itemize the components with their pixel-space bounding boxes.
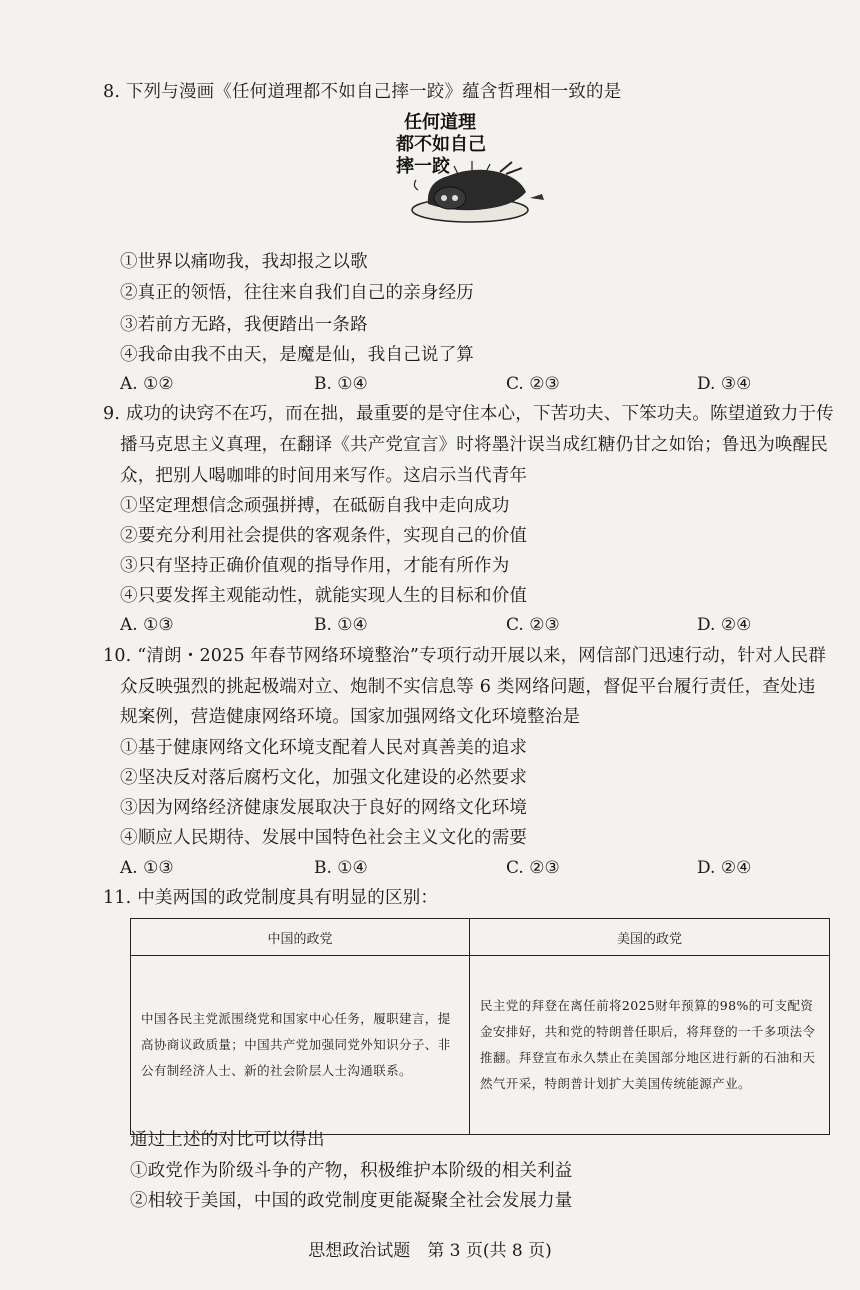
cartoon-image (388, 112, 558, 234)
q8-option-b[interactable]: B. ①④ (314, 374, 368, 394)
fallen-animal-icon (388, 112, 558, 234)
cartoon-line-1: 任何道理 (404, 112, 476, 133)
q10-item-4: ④顺应人民期待、发展中国特色社会主义文化的需要 (120, 828, 528, 848)
table-cell-usa: 民主党的拜登在离任前将2025财年预算的98%的可支配资金安排好，共和党的特朗普任职后，将拜登的一千多项法令推翻。拜登宣布永久禁止在美国部分地区进行新的石油和天然气开采，特朗普计划扩大美国传统能源产业。 (470, 956, 830, 1135)
table-cell-china: 中国各民主党派围绕党和国家中心任务，履职建言，提高协商议政质量；中国共产党加强同党外知识分子、非公有制经济人士、新的社会阶层人士沟通联系。 (131, 956, 470, 1135)
table-header-china: 中国的政党 (131, 919, 470, 956)
q10-option-c[interactable]: C. ②③ (506, 858, 560, 878)
q9-item-2: ②要充分利用社会提供的客观条件，实现自己的价值 (120, 526, 528, 546)
table-header-usa: 美国的政党 (470, 919, 830, 956)
q8-option-a[interactable]: A. ①② (120, 374, 174, 394)
page-footer: 思想政治试题 第 3 页(共 8 页) (308, 1241, 552, 1261)
q9-item-1: ①坚定理想信念顽强拼搏，在砥砺自我中走向成功 (120, 496, 510, 516)
q10-option-a[interactable]: A. ①③ (120, 858, 174, 878)
q8-item-1: ①世界以痛吻我，我却报之以歌 (120, 252, 368, 272)
q10-item-3: ③因为网络经济健康发展取决于良好的网络文化环境 (120, 798, 528, 818)
q9-stem-line-1: 9. 成功的诀窍不在巧，而在拙，最重要的是守住本心，下苦功夫、下笨功夫。陈望道致力于传 (103, 404, 834, 424)
q9-option-a[interactable]: A. ①③ (120, 615, 174, 635)
cartoon-line-2: 都不如自己 (396, 134, 486, 155)
q8-item-2: ②真正的领悟，往往来自我们自己的亲身经历 (120, 283, 474, 303)
q10-item-2: ②坚决反对落后腐朽文化，加强文化建设的必然要求 (120, 768, 528, 788)
q9-option-b[interactable]: B. ①④ (314, 615, 368, 635)
q11-item-2: ②相较于美国，中国的政党制度更能凝聚全社会发展力量 (130, 1191, 573, 1211)
q9-item-3: ③只有坚持正确价值观的指导作用，才能有所作为 (120, 556, 510, 576)
q9-stem-line-3: 众，把别人喝咖啡的时间用来写作。这启示当代青年 (120, 466, 528, 486)
q10-item-1: ①基于健康网络文化环境支配着人民对真善美的追求 (120, 738, 528, 758)
comparison-table (130, 918, 830, 1135)
cartoon-line-3: 摔一跤 (396, 156, 450, 177)
q11-item-1: ①政党作为阶级斗争的产物，积极维护本阶级的相关利益 (130, 1161, 573, 1181)
q9-option-c[interactable]: C. ②③ (506, 615, 560, 635)
q11-lead: 通过上述的对比可以得出 (130, 1130, 325, 1150)
table-row (131, 956, 830, 1135)
q10-option-b[interactable]: B. ①④ (314, 858, 368, 878)
q9-stem-line-2: 播马克思主义真理，在翻译《共产党宣言》时将墨汁误当成红糖仍甘之如饴；鲁迅为唤醒民 (120, 435, 828, 455)
q10-stem-line-3: 规案例，营造健康网络环境。国家加强网络文化环境整治是 (120, 707, 581, 727)
q10-stem-line-2: 众反映强烈的挑起极端对立、炮制不实信息等 6 类网络问题，督促平台履行责任，查处违 (120, 677, 816, 697)
table-header-row (131, 919, 830, 956)
q11-stem: 11. 中美两国的政党制度具有明显的区别： (103, 888, 439, 908)
q8-option-d[interactable]: D. ③④ (697, 374, 752, 394)
q8-item-4: ④我命由我不由天，是魔是仙，我自己说了算 (120, 345, 474, 365)
q8-item-3: ③若前方无路，我便踏出一条路 (120, 315, 368, 335)
q8-stem: 8. 下列与漫画《任何道理都不如自己摔一跤》蕴含哲理相一致的是 (103, 82, 622, 102)
q9-item-4: ④只要发挥主观能动性，就能实现人生的目标和价值 (120, 586, 528, 606)
q10-option-d[interactable]: D. ②④ (697, 858, 752, 878)
q8-option-c[interactable]: C. ②③ (506, 374, 560, 394)
q10-stem-line-1: 10. “清朗・2025 年春节网络环境整治”专项行动开展以来，网信部门迅速行动，针对人民群 (103, 646, 827, 666)
q9-option-d[interactable]: D. ②④ (697, 615, 752, 635)
